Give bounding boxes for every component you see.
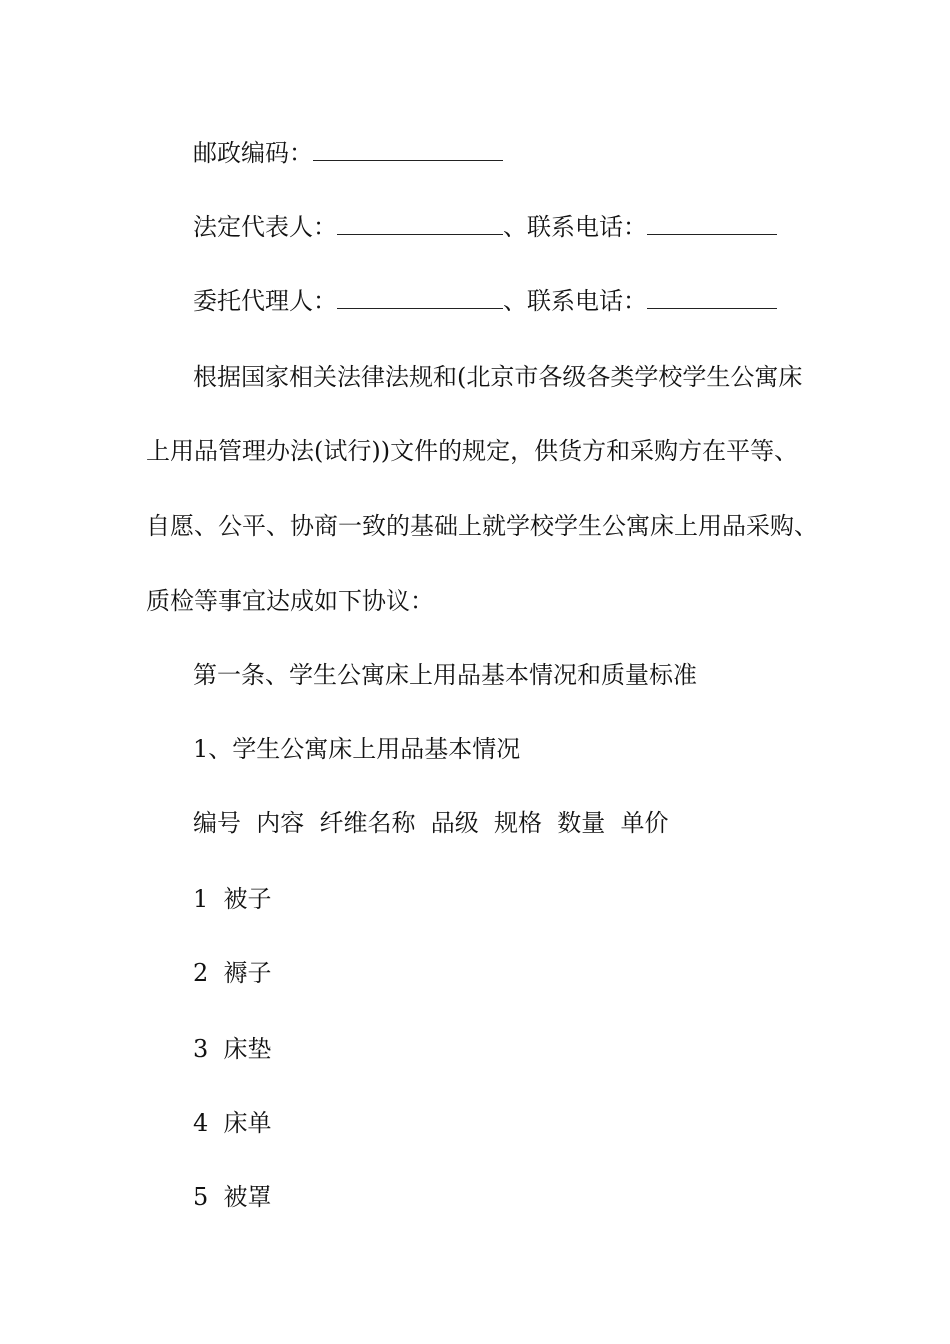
postal-code-label: 邮政编码：	[193, 139, 313, 167]
paragraph-line-2: 上用品管理办法(试行))文件的规定，供货方和采购方在平等、	[146, 437, 799, 465]
legal-rep-label: 法定代表人：	[193, 213, 337, 241]
agent-blank	[337, 286, 503, 309]
paragraph-line-3: 自愿、公平、协商一致的基础上就学校学生公寓床上用品采购、	[146, 512, 818, 540]
table-header: 编号 内容 纤维名称 品级 规格 数量 单价	[193, 809, 669, 837]
article-title: 第一条、学生公寓床上用品基本情况和质量标准	[193, 661, 697, 689]
agent-label: 委托代理人：	[193, 287, 337, 315]
legal-rep-phone-blank	[647, 212, 777, 235]
section-title: 1、学生公寓床上用品基本情况	[193, 735, 521, 763]
paragraph-line-4: 质检等事宜达成如下协议：	[146, 587, 434, 615]
list-item: 1 被子	[193, 885, 272, 913]
list-item: 3 床垫	[193, 1035, 272, 1063]
agent-line	[193, 286, 777, 316]
list-item: 4 床单	[193, 1109, 272, 1137]
paragraph-line-1: 根据国家相关法律法规和(北京市各级各类学校学生公寓床	[193, 363, 803, 391]
agent-phone-blank	[647, 286, 777, 309]
legal-rep-line	[193, 212, 777, 242]
agent-phone-label: 、联系电话：	[503, 287, 647, 315]
postal-code-blank	[313, 138, 503, 161]
list-item: 5 被罩	[193, 1183, 272, 1211]
legal-rep-blank	[337, 212, 503, 235]
postal-code-line	[193, 138, 503, 168]
list-item: 2 褥子	[193, 959, 272, 987]
legal-rep-phone-label: 、联系电话：	[503, 213, 647, 241]
